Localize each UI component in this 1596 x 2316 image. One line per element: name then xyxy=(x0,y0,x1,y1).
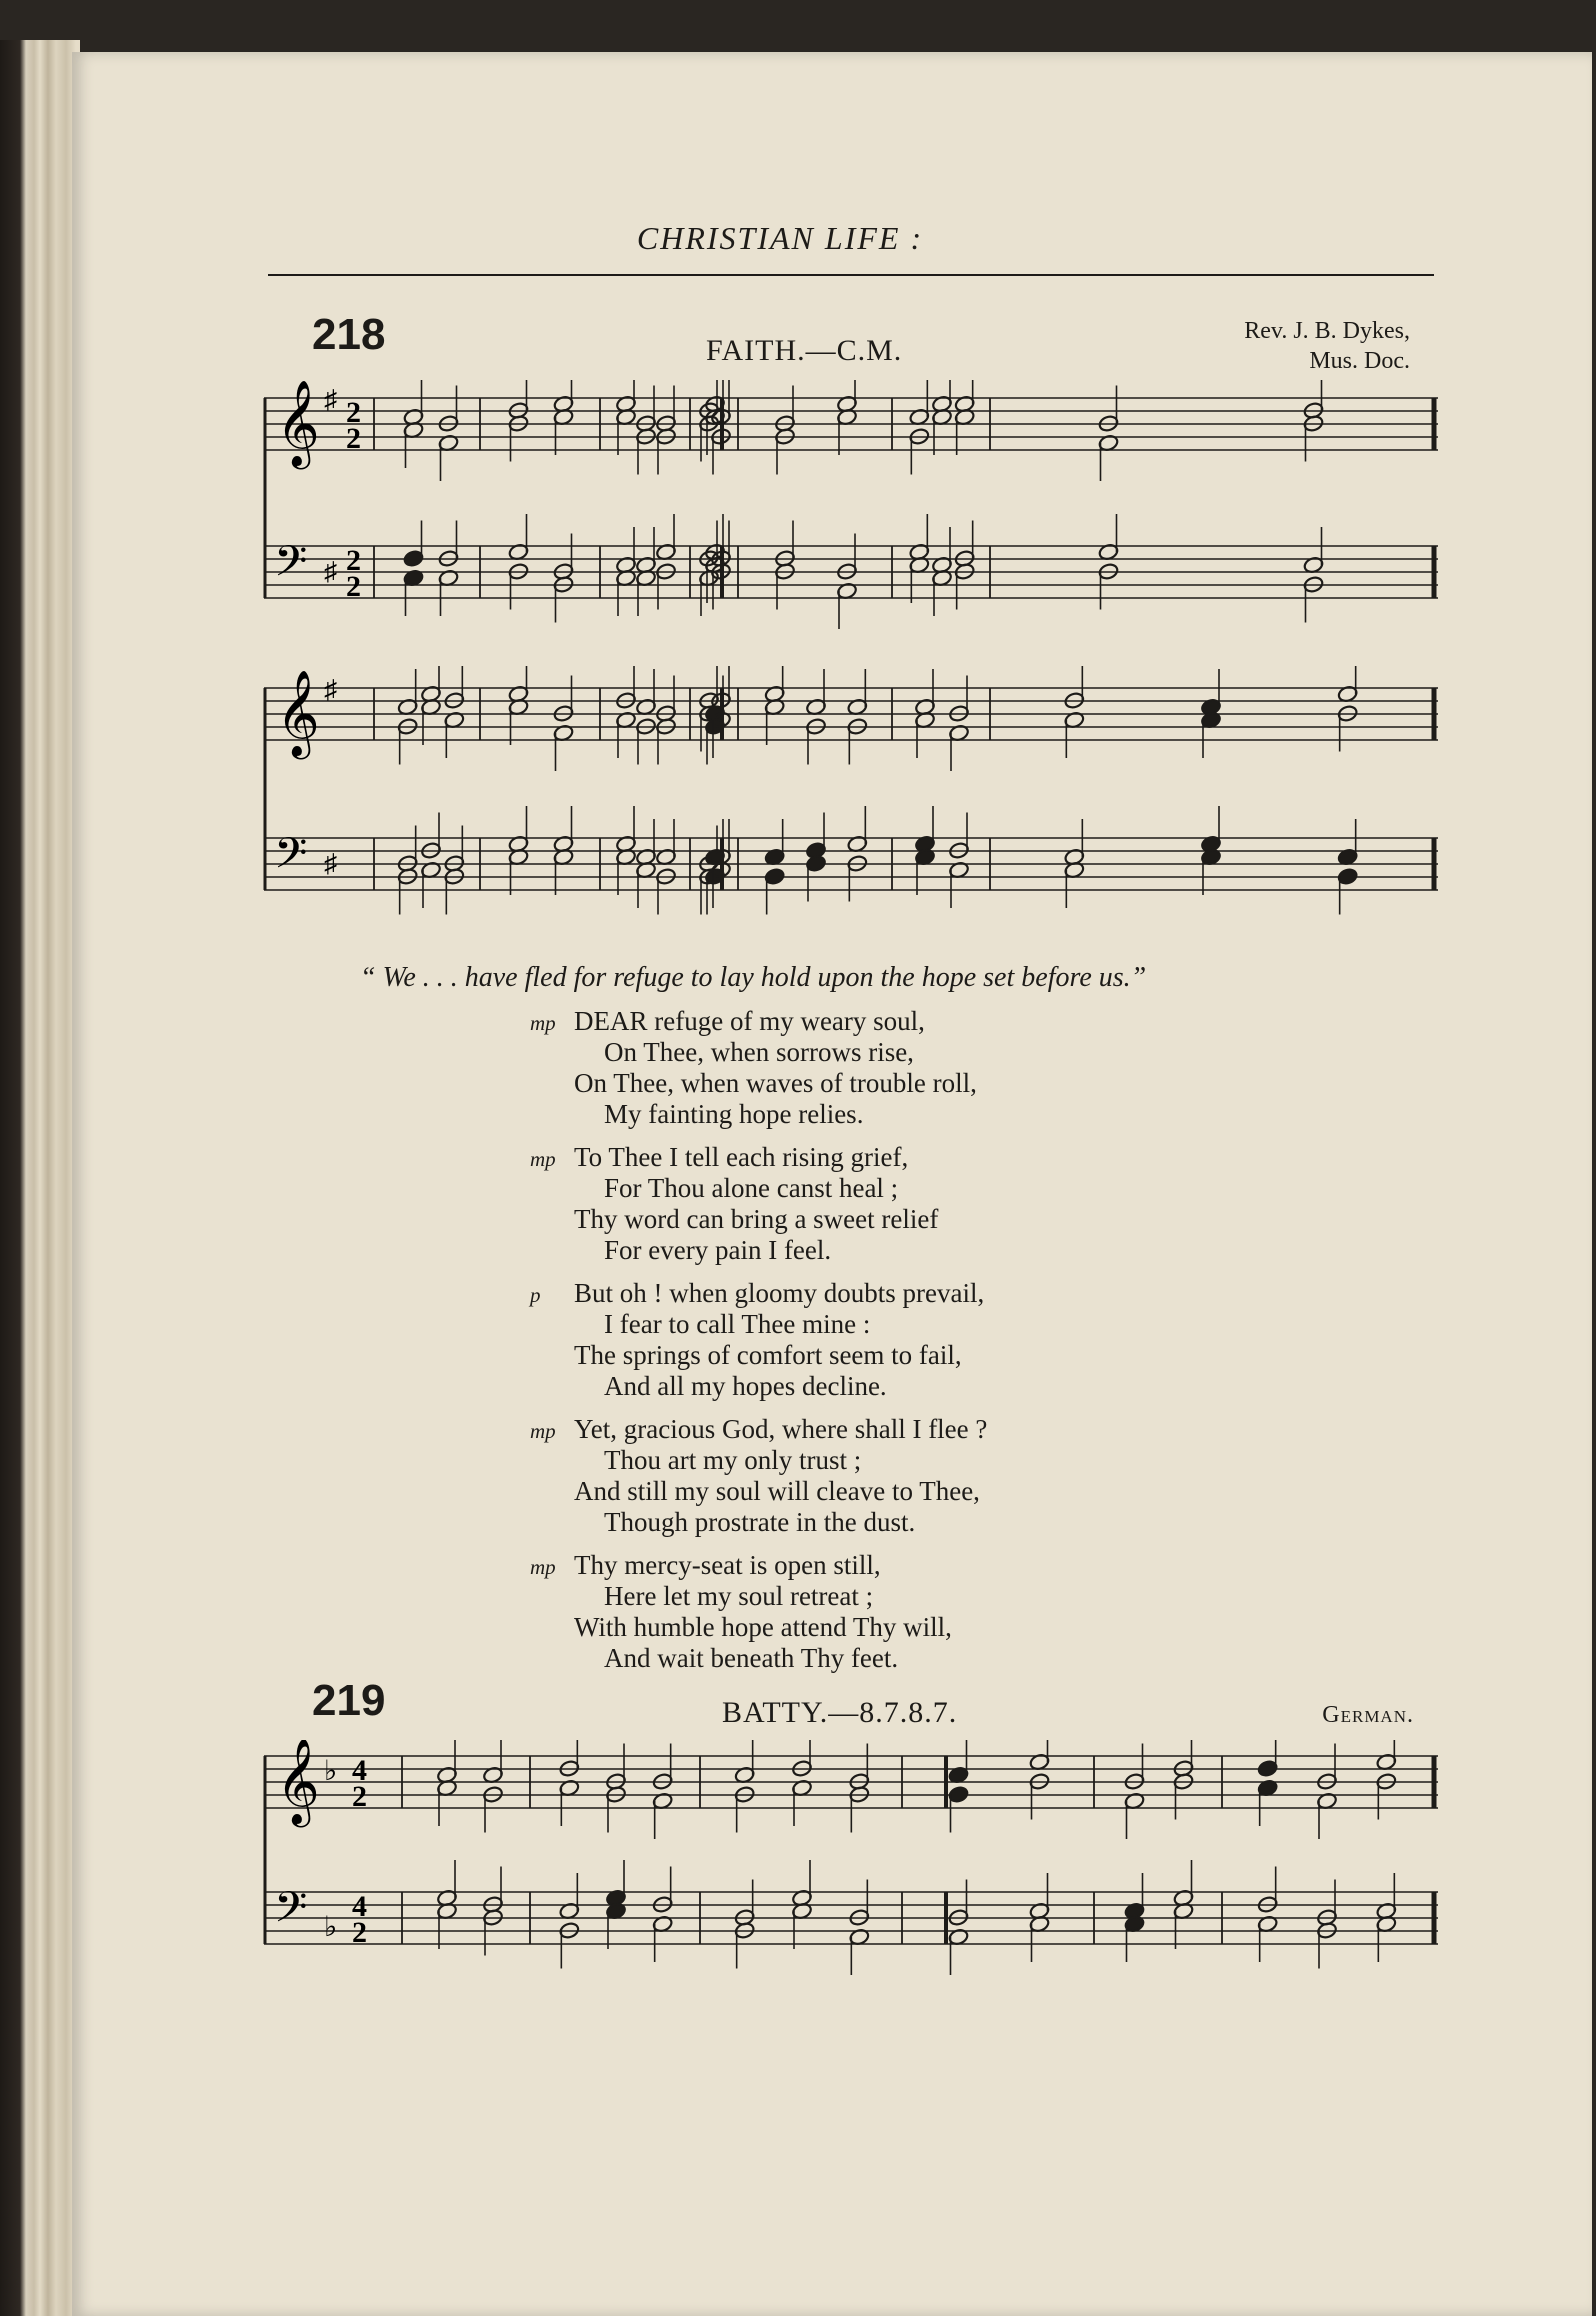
time-signature-denominator: 2 xyxy=(352,1780,367,1813)
verse-line xyxy=(530,1414,1334,1445)
hymn-verses xyxy=(530,1006,1334,1686)
verse-line: The springs of comfort seem to fail, xyxy=(574,1340,962,1370)
verse-line: For Thou alone canst heal ; xyxy=(604,1173,899,1203)
time-signature-numerator: 2 xyxy=(346,544,361,577)
sharp-icon: ♯ xyxy=(324,557,337,586)
verse-text: To Thee I tell each rising grief, xyxy=(574,1142,909,1172)
bass-clef-icon: 𝄢 xyxy=(274,1883,308,1943)
verse-line: And all my hopes decline. xyxy=(604,1371,887,1401)
verse-text: DEAR refuge of my weary soul, xyxy=(574,1006,925,1036)
header-rule xyxy=(268,274,1434,276)
sharp-icon: ♯ xyxy=(324,675,337,704)
verse-text: Yet, gracious God, where shall I flee ? xyxy=(574,1414,988,1444)
verse-line xyxy=(530,1278,1334,1309)
composer-degree: Mus. Doc. xyxy=(1309,348,1410,374)
composer-credit-german: German. xyxy=(1322,1702,1414,1728)
verse-line: My fainting hope relies. xyxy=(604,1099,864,1129)
tune-name-faith: FAITH.—C.M. xyxy=(706,334,903,367)
music-system-2 xyxy=(262,666,1442,956)
verse-2 xyxy=(530,1142,1334,1266)
verse-line: And still my soul will cleave to Thee, xyxy=(574,1476,980,1506)
running-head: CHRISTIAN LIFE : xyxy=(636,220,924,256)
composer-credit xyxy=(1100,316,1410,376)
verse-3 xyxy=(530,1278,1334,1402)
verse-text: But oh ! when gloomy doubts prevail, xyxy=(574,1278,985,1308)
hymn-number-218: 218 xyxy=(312,310,386,359)
verse-line xyxy=(530,1006,1334,1037)
verse-line: With humble hope attend Thy will, xyxy=(574,1612,952,1642)
book-page-edges xyxy=(0,40,80,2316)
hymn-number-219: 219 xyxy=(312,1676,386,1725)
sharp-icon: ♯ xyxy=(324,385,337,414)
verse-line: On Thee, when waves of trouble roll, xyxy=(574,1068,977,1098)
time-signature-denominator: 2 xyxy=(346,422,361,455)
verse-line: Thy word can bring a sweet relief xyxy=(574,1204,939,1234)
time-signature-denominator: 2 xyxy=(346,570,361,603)
music-system-1 xyxy=(262,380,1442,670)
time-signature-denominator: 2 xyxy=(352,1916,367,1949)
verse-line: I fear to call Thee mine : xyxy=(604,1309,871,1339)
composer-name: Rev. J. B. Dykes, xyxy=(1244,318,1410,344)
flat-icon: ♭ xyxy=(324,1912,338,1943)
verse-line: Here let my soul retreat ; xyxy=(604,1581,874,1611)
treble-clef-icon: 𝄞 xyxy=(276,670,320,756)
scripture-epigraph: “ We . . . have fled for refuge to lay hold upon the hope set before us.” xyxy=(360,962,1147,993)
verse-line: Thou art my only trust ; xyxy=(604,1445,862,1475)
verse-line xyxy=(530,1142,1334,1173)
dynamic-marking: mp xyxy=(530,1555,556,1579)
time-signature-numerator: 4 xyxy=(352,1754,367,1787)
sharp-icon: ♯ xyxy=(324,849,337,878)
verse-line: And wait beneath Thy feet. xyxy=(604,1643,899,1673)
dynamic-marking: mp xyxy=(530,1419,556,1443)
tune-name-batty: BATTY.—8.7.8.7. xyxy=(722,1696,958,1729)
verse-4 xyxy=(530,1414,1334,1538)
dynamic-marking: mp xyxy=(530,1147,556,1171)
verse-line: Though prostrate in the dust. xyxy=(604,1507,916,1537)
treble-clef-icon: 𝄞 xyxy=(276,380,320,466)
verse-line: For every pain I feel. xyxy=(604,1235,832,1265)
time-signature-numerator: 4 xyxy=(352,1890,367,1923)
verse-5 xyxy=(530,1550,1334,1674)
time-signature-numerator: 2 xyxy=(346,396,361,429)
treble-clef-icon: 𝄞 xyxy=(276,1740,320,1824)
dynamic-marking: mp xyxy=(530,1011,556,1035)
bass-clef-icon: 𝄢 xyxy=(274,537,308,597)
dynamic-marking: p xyxy=(530,1283,541,1307)
verse-1 xyxy=(530,1006,1334,1130)
music-system-3 xyxy=(262,1740,1442,1990)
flat-icon: ♭ xyxy=(324,1756,338,1787)
verse-line xyxy=(530,1550,1334,1581)
verse-line: On Thee, when sorrows rise, xyxy=(604,1037,914,1067)
verse-text: Thy mercy-seat is open still, xyxy=(574,1550,881,1580)
bass-clef-icon: 𝄢 xyxy=(274,829,308,889)
